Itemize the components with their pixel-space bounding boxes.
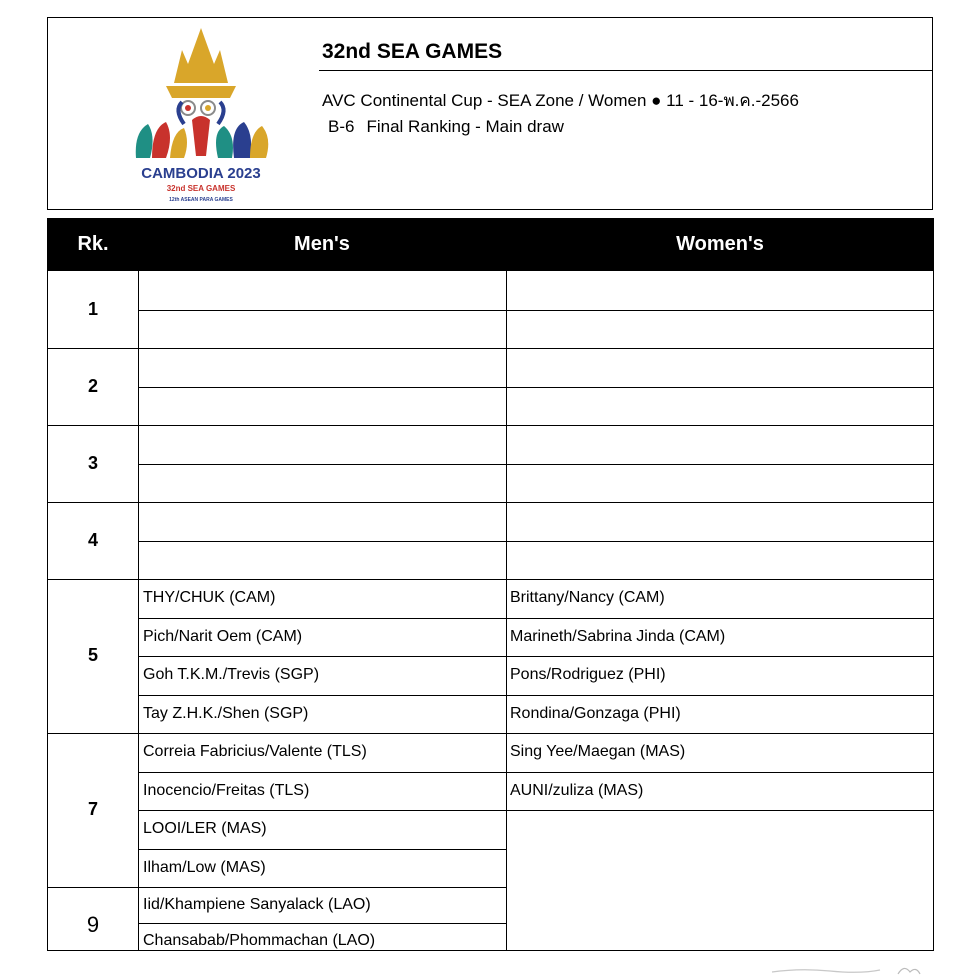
men-team-entry: Correia Fabricius/Valente (TLS) (143, 743, 367, 761)
men-team-entry: Pich/Narit Oem (CAM) (143, 627, 303, 645)
men-row-divider (138, 656, 506, 657)
men-team-entry: Goh T.K.M./Trevis (SGP) (143, 666, 320, 684)
men-row-divider (138, 464, 506, 465)
rank-number: 4 (87, 529, 98, 550)
rank-group-divider (48, 348, 934, 349)
women-group-end-divider (506, 810, 934, 811)
women-team-entry: Brittany/Nancy (CAM) (510, 589, 665, 607)
rank-number: 9 (86, 912, 100, 937)
women-team-entry: AUNI/zuliza (MAS) (510, 781, 644, 799)
men-row-divider (138, 695, 506, 696)
women-team-entry: Sing Yee/Maegan (MAS) (510, 743, 686, 761)
men-row-divider (138, 772, 506, 773)
men-team-entry: Chansabab/Phommachan (LAO) (143, 932, 376, 949)
event-title: 32nd SEA GAMES (322, 40, 503, 63)
final-ranking-table (47, 218, 934, 951)
women-column-header: Women's (676, 233, 764, 255)
men-team-entry: Tay Z.H.K./Shen (SGP) (143, 704, 309, 722)
document-code: B-6 (328, 117, 355, 136)
rank-number: 5 (87, 645, 98, 665)
men-team-entry: THY/CHUK (CAM) (143, 589, 276, 607)
women-row-divider (506, 618, 934, 619)
men-team-entry: Inocencio/Freitas (TLS) (143, 781, 310, 799)
rank-group-divider (48, 425, 934, 426)
rank-column-header: Rk. (77, 233, 109, 255)
women-team-entry: Pons/Rodriguez (PHI) (510, 666, 666, 684)
rank-group-divider (48, 887, 506, 888)
women-column-separator (506, 271, 507, 950)
signature-mark (770, 962, 940, 978)
men-row-divider (138, 387, 506, 388)
rank-number: 3 (87, 452, 98, 473)
women-row-divider (506, 695, 934, 696)
men-row-divider (138, 618, 506, 619)
logo-main-text: CAMBODIA 2023 (141, 165, 261, 182)
document-title: Final Ranking - Main draw (366, 117, 564, 136)
men-team-entry: LOOI/LER (MAS) (143, 820, 267, 838)
rank-group-divider (48, 579, 934, 580)
rank-number: 7 (87, 799, 98, 819)
women-row-divider (506, 772, 934, 773)
men-row-divider (138, 310, 506, 311)
competition-subtitle: AVC Continental Cup - SEA Zone / Women ● 11 - 16-พ.ค.-2566 (322, 91, 799, 110)
document-header (47, 17, 933, 210)
men-column-header: Men's (294, 233, 350, 255)
rank-number: 1 (87, 298, 98, 319)
cambodia-2023-sea-games-logo (126, 28, 276, 203)
men-row-divider (138, 849, 506, 850)
men-row-divider (138, 541, 506, 542)
women-team-entry: Marineth/Sabrina Jinda (CAM) (510, 627, 726, 645)
men-team-entry: Iid/Khampiene Sanyalack (LAO) (143, 896, 371, 913)
men-team-entry: Ilham/Low (MAS) (143, 858, 266, 876)
women-row-divider (506, 464, 934, 465)
men-row-divider (138, 810, 506, 811)
women-row-divider (506, 541, 934, 542)
women-row-divider (506, 387, 934, 388)
rank-group-divider (48, 502, 934, 503)
women-row-divider (506, 310, 934, 311)
rank-group-divider (48, 733, 934, 734)
table-header (48, 219, 933, 271)
title-divider (319, 70, 932, 71)
men-row-divider (138, 923, 506, 924)
women-row-divider (506, 656, 934, 657)
women-team-entry: Rondina/Gonzaga (PHI) (510, 704, 681, 722)
logo-subtext: 32nd SEA GAMES (166, 184, 236, 193)
logo-para-games-text: 12th ASEAN PARA GAMES (169, 197, 233, 203)
document-line (328, 117, 564, 137)
rank-number: 2 (87, 375, 98, 396)
